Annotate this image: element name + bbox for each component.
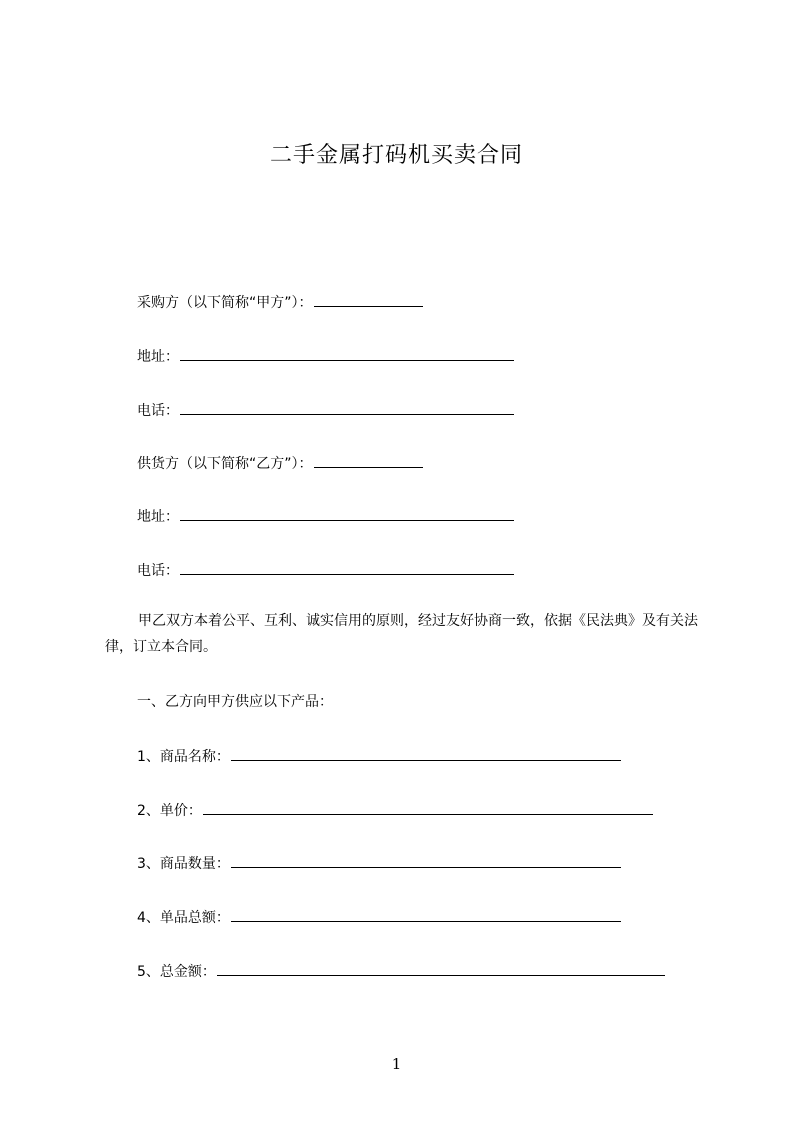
buyer-name-blank[interactable] <box>314 291 423 307</box>
item-unit-price <box>137 799 653 821</box>
buyer-address-line <box>137 345 514 367</box>
item-label: 1、商品名称： <box>137 749 230 765</box>
item-product-name <box>137 745 621 767</box>
item-quantity <box>137 852 621 874</box>
seller-phone-blank[interactable] <box>180 559 514 575</box>
seller-line <box>137 452 423 474</box>
buyer-phone-blank[interactable] <box>180 399 514 415</box>
item-blank[interactable] <box>231 906 621 922</box>
buyer-label: 采购方（以下简称“甲方”）： <box>137 295 313 311</box>
buyer-address-blank[interactable] <box>180 345 514 361</box>
seller-phone-line <box>137 559 514 581</box>
seller-address-blank[interactable] <box>180 505 514 521</box>
preamble-paragraph: 甲乙双方本着公平、互利、诚实信用的原则，经过友好协商一致，依据《民法典》及有关法律，订立本合同。 <box>105 613 698 655</box>
seller-address-label: 地址： <box>137 509 179 525</box>
item-blank[interactable] <box>217 960 665 976</box>
seller-phone-label: 电话： <box>137 563 179 579</box>
seller-label: 供货方（以下简称“乙方”）： <box>137 456 313 472</box>
page-number: 1 <box>391 1055 402 1073</box>
item-item-total <box>137 906 621 928</box>
seller-address-line <box>137 505 514 527</box>
page-title: 二手金属打码机买卖合同 <box>269 143 523 168</box>
item-label: 5、总金额： <box>137 964 216 980</box>
section-1-heading: 一、乙方向甲方供应以下产品： <box>137 694 333 710</box>
buyer-phone-label: 电话： <box>137 403 179 419</box>
item-blank[interactable] <box>231 745 621 761</box>
item-label: 2、单价： <box>137 803 202 819</box>
buyer-address-label: 地址： <box>137 349 179 365</box>
item-blank[interactable] <box>203 799 653 815</box>
item-label: 4、单品总额： <box>137 910 230 926</box>
buyer-phone-line <box>137 399 514 421</box>
seller-name-blank[interactable] <box>314 452 423 468</box>
item-blank[interactable] <box>231 852 621 868</box>
item-label: 3、商品数量： <box>137 856 230 872</box>
buyer-line <box>137 291 423 313</box>
item-total-amount <box>137 960 665 982</box>
